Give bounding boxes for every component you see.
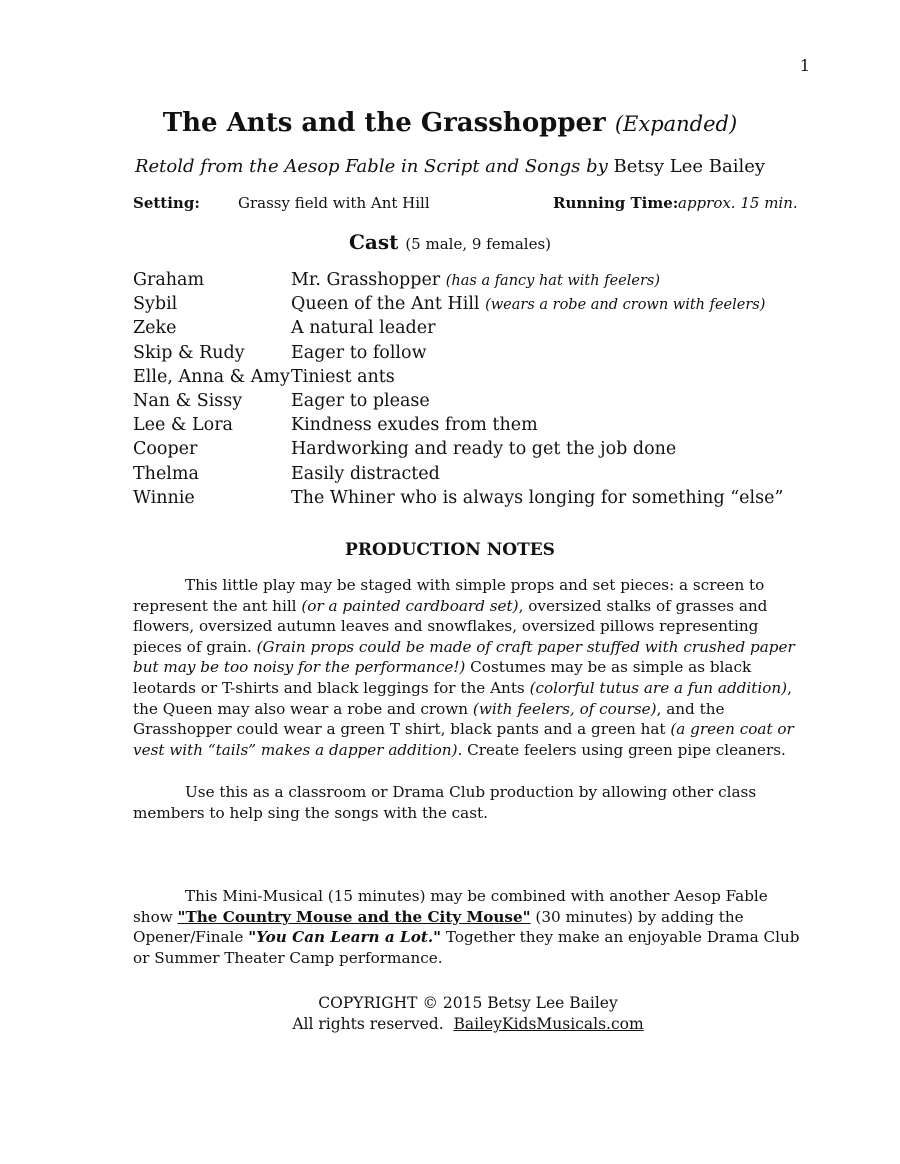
cast-name: Elle, Anna & Amy xyxy=(133,366,290,387)
cast-role: Tiniest ants xyxy=(291,366,395,387)
setting-label: Setting: xyxy=(133,194,200,212)
setting-value: Grassy field with Ant Hill xyxy=(238,194,430,212)
running-time-label: Running Time: xyxy=(553,194,679,212)
copyright-line: COPYRIGHT © 2015 Betsy Lee Bailey xyxy=(318,994,618,1012)
cast-row xyxy=(133,316,813,340)
cast-role: Hardworking and ready to get the job done xyxy=(291,439,677,460)
notes-paragraph-1: This little play may be staged with simple props and set pieces: a screen to represent the ant hill (or a painted cardboard set), oversized stalks of grasses and flowers, oversized autumn leaves and snowflakes, oversized pillows representing pieces of grain. (Grain props could be made of craft paper stuffed with crushed paper but may be too noisy for the performance!) Costumes may be as simple as black leotards or T-shirts and black leggings for the Ants (colorful tutus are a fun addition), the Queen may also wear a robe and crown (with feelers, of course), and the Grasshopper could wear a green T shirt, black pants and a green hat (a green coat or vest with “tails” makes a dapper addition). Create feelers using green pipe cleaners. xyxy=(133,576,795,759)
page-number: 1 xyxy=(799,56,810,75)
cast-list xyxy=(133,268,813,510)
song-title: "You Can Learn a Lot." xyxy=(248,928,442,947)
cast-name: Winnie xyxy=(133,487,195,508)
title-note: (Expanded) xyxy=(614,112,738,136)
country-mouse-link[interactable]: "The Country Mouse and the City Mouse" xyxy=(177,907,531,926)
cast-role: Kindness exudes from them xyxy=(291,415,538,436)
cast-heading-text: Cast xyxy=(348,230,399,254)
cast-row xyxy=(133,365,813,389)
cast-role: Eager to please xyxy=(291,390,430,411)
cast-row xyxy=(133,268,813,292)
author-name: Betsy Lee Bailey xyxy=(613,156,766,177)
cast-role: Eager to follow xyxy=(291,342,427,363)
subtitle xyxy=(0,156,900,177)
cast-name: Cooper xyxy=(133,439,198,460)
cast-row xyxy=(133,389,813,413)
cast-count: (5 male, 9 females) xyxy=(405,235,551,253)
cast-row xyxy=(133,437,813,461)
cast-heading xyxy=(0,230,900,254)
title-text: The Ants and the Grasshopper xyxy=(162,108,606,138)
document-title xyxy=(0,108,900,138)
cast-name: Sybil xyxy=(133,294,178,315)
cast-name: Zeke xyxy=(133,318,177,339)
cast-role: Easily distracted xyxy=(291,463,440,484)
running-time-value: approx. 15 min. xyxy=(678,194,798,212)
cast-note: (wears a robe and crown with feelers) xyxy=(485,297,766,314)
cast-row xyxy=(133,486,813,510)
copyright-block xyxy=(0,993,900,1035)
notes-paragraph-2: Use this as a classroom or Drama Club production by allowing other class members to help sing the songs with the cast. xyxy=(133,783,757,822)
production-notes-heading: PRODUCTION NOTES xyxy=(345,540,555,560)
cast-name: Skip & Rudy xyxy=(133,342,245,363)
cast-name: Nan & Sissy xyxy=(133,390,243,411)
cast-name: Lee & Lora xyxy=(133,415,233,436)
cast-role: A natural leader xyxy=(291,318,436,339)
cast-row xyxy=(133,413,813,437)
subtitle-prefix: Retold from the Aesop Fable in Script and Songs by xyxy=(134,156,608,177)
cast-row xyxy=(133,341,813,365)
cast-row xyxy=(133,292,813,316)
website-link[interactable]: BaileyKidsMusicals.com xyxy=(453,1015,644,1033)
cast-row xyxy=(133,462,813,486)
cast-note: (has a fancy hat with feelers) xyxy=(445,273,660,289)
cast-role: The Whiner who is always longing for something “else” xyxy=(291,487,784,508)
rights-line: All rights reserved. BaileyKidsMusicals.com xyxy=(292,1015,644,1033)
notes-paragraph-3: This Mini-Musical (15 minutes) may be combined with another Aesop Fable show "The Country Mouse and the City Mouse" (30 minutes) by adding the Opener/Finale "You Can Learn a Lot." Together they make an enjoyable Drama Club or Summer Theater Camp performance. xyxy=(133,887,800,967)
cast-role: Queen of the Ant Hill (wears a robe and crown with feelers) xyxy=(291,294,766,315)
cast-name: Graham xyxy=(133,270,205,290)
cast-name: Thelma xyxy=(133,463,199,484)
cast-role: Mr. Grasshopper (has a fancy hat with feelers) xyxy=(291,270,660,290)
setting-row xyxy=(133,194,813,216)
